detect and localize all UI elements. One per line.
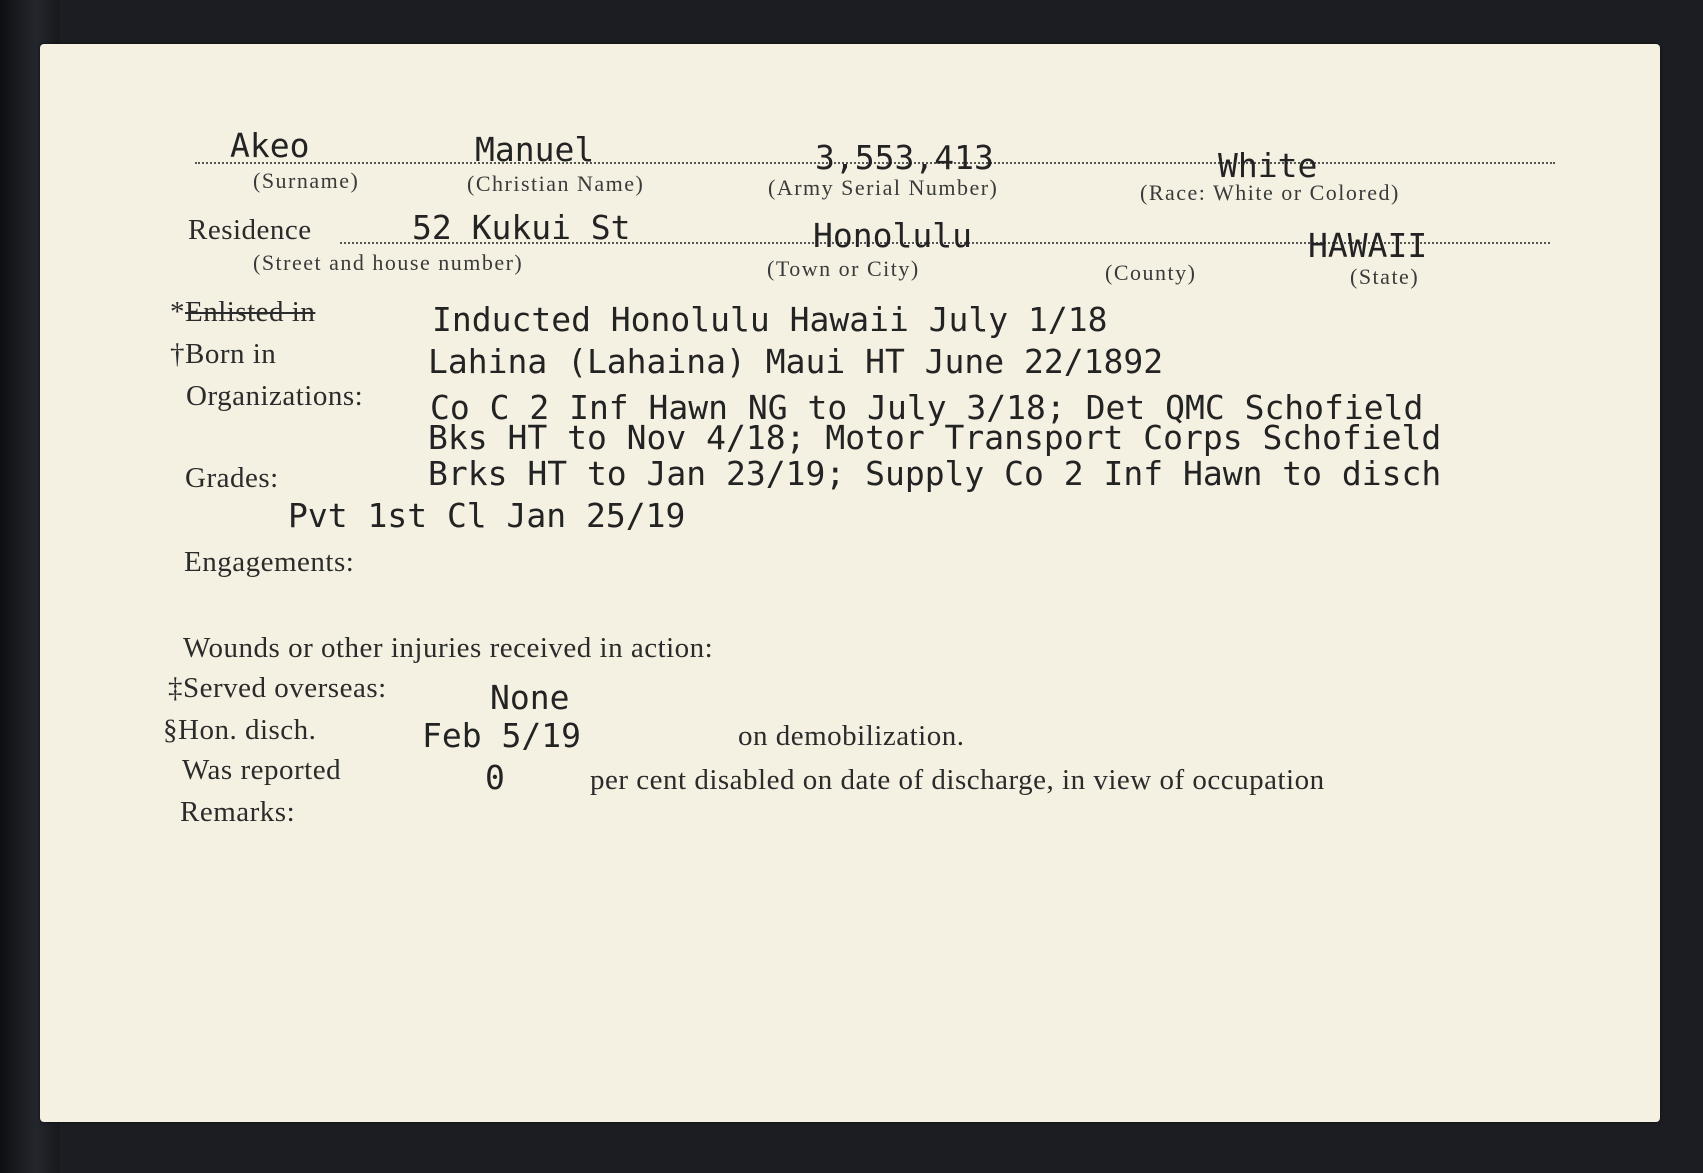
on-demobilization-text: on demobilization. <box>738 720 965 752</box>
engagements-label: Engagements: <box>184 546 355 578</box>
race-caption: (Race: White or Colored) <box>1140 180 1400 205</box>
street-value: 52 Kukui St <box>412 208 631 247</box>
serial-number-value: 3,553,413 <box>815 138 994 177</box>
enlisted-mark: * <box>170 296 185 328</box>
inducted-value: Inducted Honolulu Hawaii July 1/18 <box>432 300 1108 339</box>
enlisted-text: Enlisted in <box>185 296 316 328</box>
served-overseas-value: None <box>490 678 570 717</box>
grades-label: Grades: <box>185 462 279 494</box>
hon-disch-date: Feb 5/19 <box>422 716 581 755</box>
hon-disch-label: §Hon. disch. <box>163 714 317 746</box>
born-label: †Born in <box>170 338 277 370</box>
state-caption: (State) <box>1350 264 1420 289</box>
org-line-2: Bks HT to Nov 4/18; Motor Transport Corps Schofield <box>428 418 1442 457</box>
grade-value: Pvt 1st Cl Jan 25/19 <box>288 496 686 535</box>
org-line-3: Brks HT to Jan 23/19; Supply Co 2 Inf Hawn to disch <box>428 454 1442 493</box>
surname-value: Akeo <box>230 126 310 165</box>
race-value: White <box>1218 146 1318 185</box>
wounds-label: Wounds or other injuries received in action: <box>183 632 714 664</box>
service-record-card <box>40 44 1660 1122</box>
org-line-1: Co C 2 Inf Hawn NG to July 3/18; Det QMC Schofield <box>430 388 1424 427</box>
residence-label: Residence <box>188 214 312 246</box>
organizations-label: Organizations: <box>186 380 364 412</box>
christian-name-value: Manuel <box>475 130 595 169</box>
city-value: Honolulu <box>813 216 972 255</box>
state-value: HAWAII <box>1308 226 1428 265</box>
per-cent-disabled-text: per cent disabled on date of discharge, in view of occupation <box>590 764 1325 796</box>
surname-caption: (Surname) <box>253 168 360 193</box>
disabled-percent-value: 0 <box>485 758 505 797</box>
county-caption: (County) <box>1105 260 1197 285</box>
christian-name-caption: (Christian Name) <box>467 171 645 196</box>
born-value: Lahina (Lahaina) Maui HT June 22/1892 <box>428 342 1164 381</box>
was-reported-label: Was reported <box>182 754 342 786</box>
served-overseas-label: ‡Served overseas: <box>168 672 387 704</box>
enlisted-label <box>170 296 315 329</box>
remarks-label: Remarks: <box>180 796 296 828</box>
city-caption: (Town or City) <box>767 256 920 281</box>
street-caption: (Street and house number) <box>253 250 524 275</box>
serial-number-caption: (Army Serial Number) <box>768 175 999 200</box>
